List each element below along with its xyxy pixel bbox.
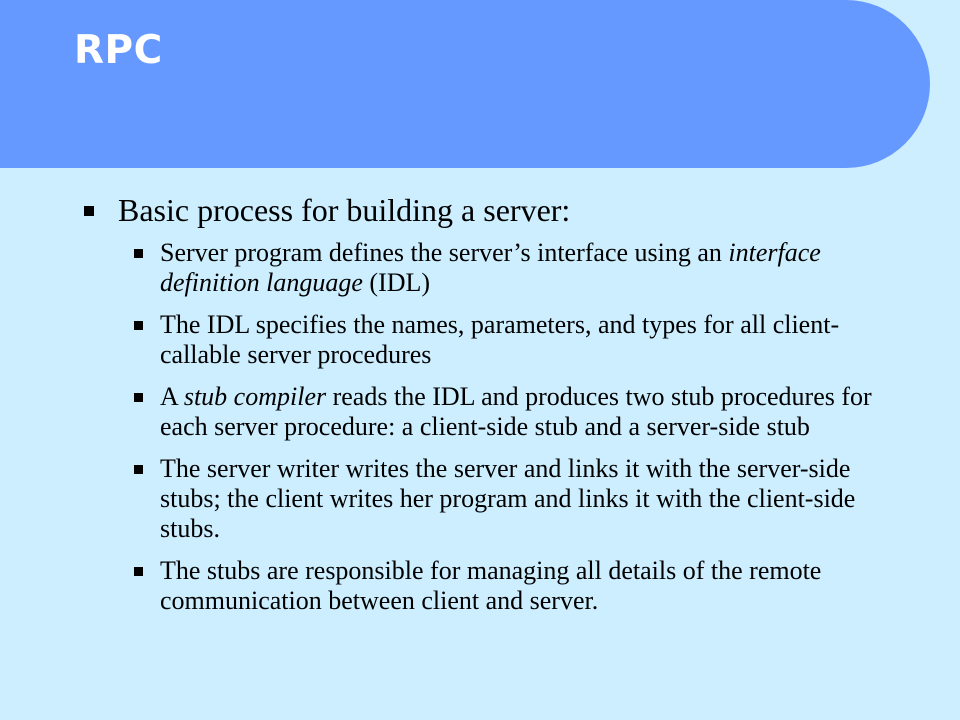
sub-bullet-1 bbox=[134, 238, 894, 298]
sub-bullet-text: The stubs are responsible for managing all details of the remote communication between client and server. bbox=[160, 556, 822, 615]
sub-bullet-4 bbox=[134, 454, 894, 544]
slide-title: RPC bbox=[74, 28, 163, 73]
sub-bullet-text: The IDL specifies the names, parameters, and types for all client-callable server procedures bbox=[160, 310, 840, 369]
sub-bullet-text: Server program defines the server’s interface using an bbox=[160, 238, 729, 267]
sub-bullet-5 bbox=[134, 556, 894, 616]
sub-bullet-emphasis: stub compiler bbox=[183, 382, 327, 411]
square-bullet-icon bbox=[134, 393, 143, 402]
square-bullet-icon bbox=[134, 465, 143, 474]
sub-bullet-2 bbox=[134, 310, 894, 370]
square-bullet-icon bbox=[134, 249, 143, 258]
square-bullet-icon bbox=[134, 567, 143, 576]
main-bullet bbox=[84, 190, 894, 230]
sub-bullet-text: reads the IDL and produces two stub procedures for each server procedure: a client-side stub and a server-side stub bbox=[160, 382, 872, 441]
sub-bullet-3 bbox=[134, 382, 894, 442]
title-banner bbox=[0, 0, 930, 168]
square-bullet-icon bbox=[134, 321, 143, 330]
sub-bullet-text: A bbox=[160, 382, 184, 411]
sub-bullet-text: (IDL) bbox=[362, 268, 431, 297]
square-bullet-icon bbox=[84, 206, 94, 216]
sub-bullet-text: The server writer writes the server and links it with the server-side stubs; the client writes her program and links it with the client-side stubs. bbox=[160, 454, 856, 543]
sub-bullet-emphasis: interface definition language bbox=[160, 238, 821, 297]
slide-content bbox=[84, 190, 894, 628]
main-bullet-text: Basic process for building a server: bbox=[118, 192, 571, 228]
